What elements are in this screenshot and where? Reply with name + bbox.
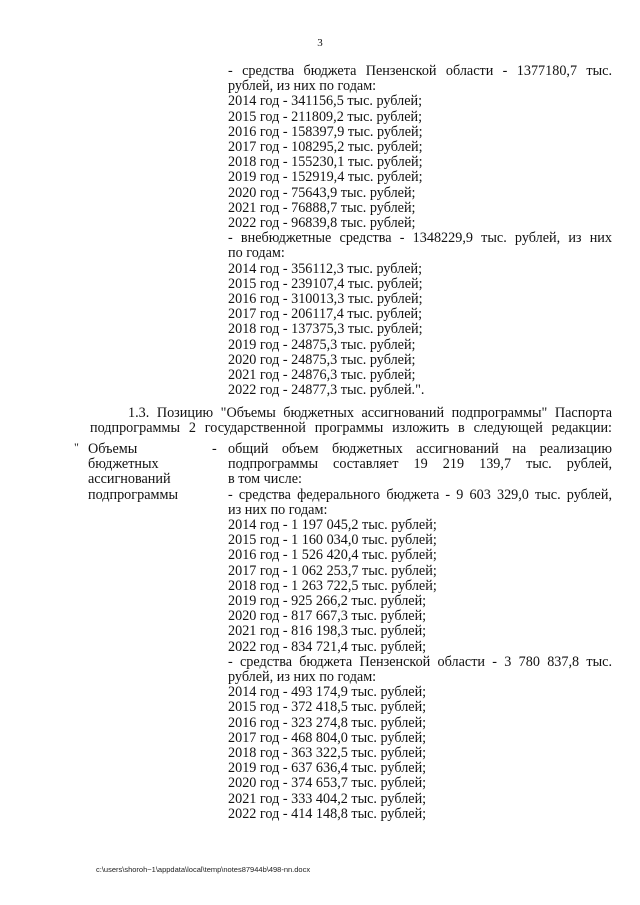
value-line: 2018 год - 1 263 722,5 тыс. рублей; (228, 577, 437, 594)
amendment-paragraph (90, 406, 612, 436)
text-line: 2020 год - 24875,3 тыс. рублей; (228, 351, 416, 368)
text-line: - внебюджетные средства - 1348229,9 тыс. рублей, из них (228, 230, 612, 247)
value-line: 2016 год - 1 526 420,4 тыс. рублей; (228, 547, 437, 564)
text-line: 2019 год - 152919,4 тыс. рублей; (228, 169, 423, 186)
value-line: 2015 год - 372 418,5 тыс. рублей; (228, 699, 427, 716)
value-line: - средства бюджета Пензенской области - 3 780 837,8 тыс. (228, 653, 612, 670)
row-label (88, 442, 208, 503)
text-line: 2014 год - 341156,5 тыс. рублей; (228, 93, 423, 110)
text-line: 2018 год - 155230,1 тыс. рублей; (228, 154, 423, 171)
text-line: рублей, из них по годам: (228, 78, 377, 95)
value-line: 2019 год - 637 636,4 тыс. рублей; (228, 760, 427, 777)
label-line: ассигнований (88, 471, 171, 488)
value-line: 2021 год - 816 198,3 тыс. рублей; (228, 623, 427, 640)
value-line: 2017 год - 1 062 253,7 тыс. рублей; (228, 562, 437, 579)
value-line: - средства федерального бюджета - 9 603 329,0 тыс. рублей, (228, 486, 612, 503)
value-line: рублей, из них по годам: (228, 669, 377, 686)
text-line: 2020 год - 75643,9 тыс. рублей; (228, 184, 416, 201)
text-line: 2014 год - 356112,3 тыс. рублей; (228, 260, 423, 277)
value-line: 2020 год - 817 667,3 тыс. рублей; (228, 608, 427, 625)
text-line: 2016 год - 158397,9 тыс. рублей; (228, 123, 423, 140)
row-value (228, 442, 612, 822)
text-line: 2021 год - 76888,7 тыс. рублей; (228, 199, 416, 216)
value-line: 2022 год - 414 148,8 тыс. рублей; (228, 805, 427, 822)
value-line: 2016 год - 323 274,8 тыс. рублей; (228, 714, 427, 731)
opening-quote: " (74, 440, 79, 454)
text-line: - средства бюджета Пензенской области - 1377180,7 тыс. (228, 63, 612, 79)
value-line: 2017 год - 468 804,0 тыс. рублей; (228, 729, 427, 746)
text-line: 2017 год - 206117,4 тыс. рублей; (228, 306, 423, 323)
page-number: 3 (317, 37, 323, 49)
text-line: 1.3. Позицию "Объемы бюджетных ассигнований подпрограммы" Паспорта (128, 405, 612, 421)
label-line: бюджетных (88, 456, 159, 473)
value-line: в том числе: (228, 471, 302, 488)
value-line: 2015 год - 1 160 034,0 тыс. рублей; (228, 532, 437, 549)
text-line: 2016 год - 310013,3 тыс. рублей; (228, 291, 423, 308)
text-line: 2022 год - 96839,8 тыс. рублей; (228, 215, 416, 232)
text-line: 2017 год - 108295,2 тыс. рублей; (228, 139, 423, 156)
label-line: подпрограммы (88, 486, 178, 503)
text-line: подпрограммы 2 государственной программы изложить в следующей редакции: (90, 420, 612, 437)
value-line: подпрограммы составляет 19 219 139,7 тыс. рублей, (228, 456, 612, 473)
file-path-footer: c:\users\shoroh~1\appdata\local\temp\notes87944b\498-nn.docx (96, 865, 311, 874)
value-line: 2014 год - 493 174,9 тыс. рублей; (228, 684, 427, 701)
value-line: 2022 год - 834 721,4 тыс. рублей; (228, 638, 427, 655)
text-line: 2019 год - 24875,3 тыс. рублей; (228, 336, 416, 353)
label-line: Объемы (88, 441, 138, 457)
value-line: общий объем бюджетных ассигнований на реализацию (228, 441, 612, 457)
funding-continuation-block (228, 64, 612, 398)
value-line: 2020 год - 374 653,7 тыс. рублей; (228, 775, 427, 792)
text-line: 2021 год - 24876,3 тыс. рублей; (228, 367, 416, 384)
value-line: 2018 год - 363 322,5 тыс. рублей; (228, 745, 427, 762)
separator-dash: - (212, 441, 217, 457)
value-line: из них по годам: (228, 501, 328, 518)
text-line: по годам: (228, 245, 285, 262)
text-line: 2015 год - 239107,4 тыс. рублей; (228, 275, 423, 292)
text-line: 2015 год - 211809,2 тыс. рублей; (228, 108, 423, 125)
text-line: 2022 год - 24877,3 тыс. рублей.". (228, 382, 425, 399)
value-line: 2014 год - 1 197 045,2 тыс. рублей; (228, 517, 437, 534)
text-line: 2018 год - 137375,3 тыс. рублей; (228, 321, 423, 338)
value-line: 2019 год - 925 266,2 тыс. рублей; (228, 593, 427, 610)
value-line: 2021 год - 333 404,2 тыс. рублей; (228, 790, 427, 807)
